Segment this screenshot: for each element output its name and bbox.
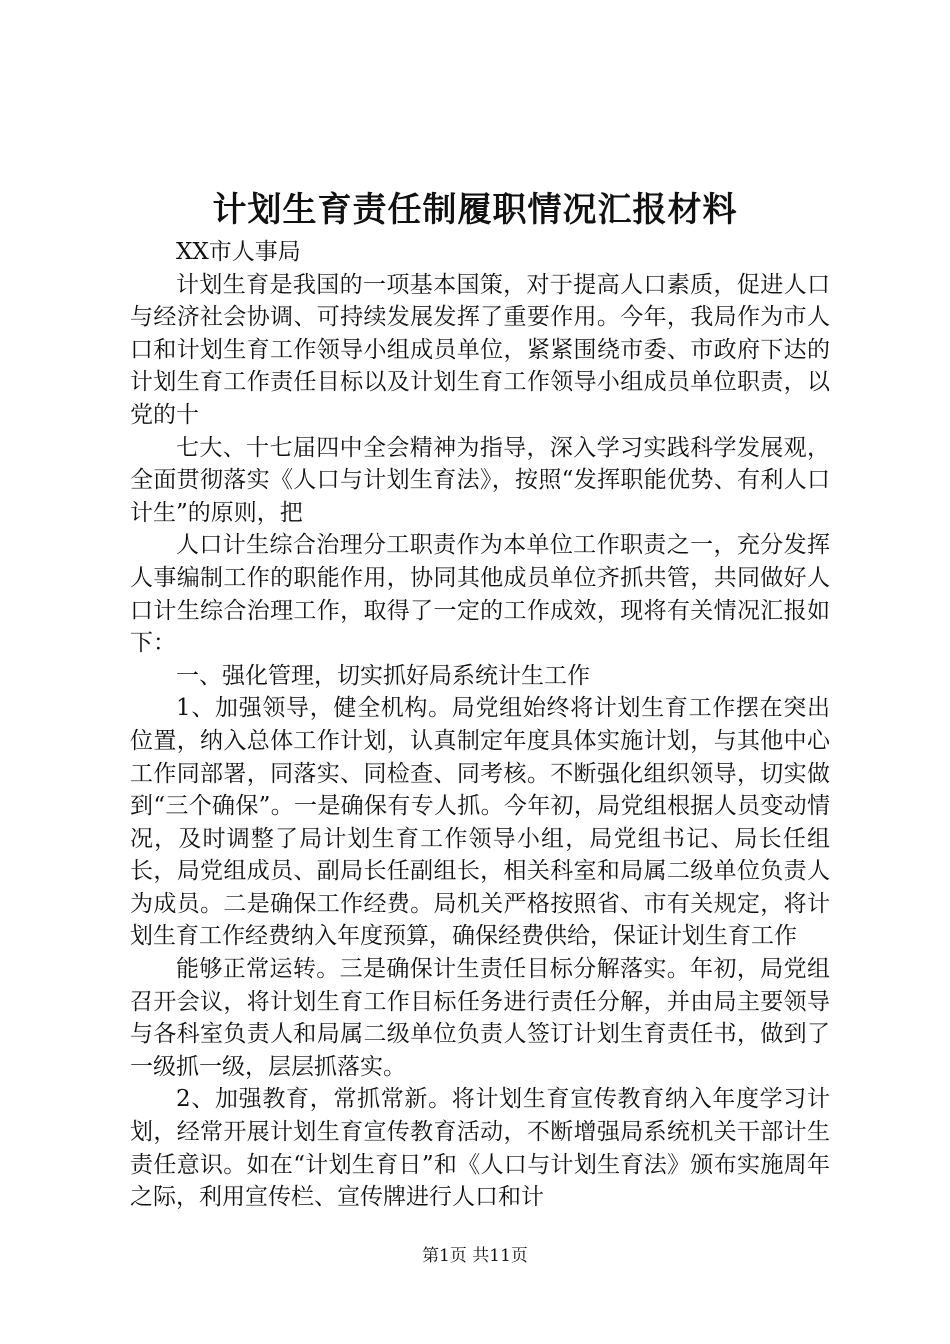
paragraph: 七大、十七届四中全会精神为指导，深入学习实践科学发展观，全面贯彻落实《人口与计划生育法》，按照“发挥职能优势、有利人口计生”的原则，把 — [130, 434, 830, 526]
page-number-footer: 第1页 共11页 — [422, 1246, 528, 1266]
paragraph: 2、加强教育，常抓常新。将计划生育宣传教育纳入年度学习计划，经常开展计划生育宣传教育活动，不断增强局系统机关干部计生责任意识。如在“计划生育日”和《人口与计划生育法》颁布实施周年之际，利用宣传栏、宣传牌进行人口和计 — [130, 1086, 830, 1211]
paragraph: 能够正常运转。三是确保计生责任目标分解落实。年初，局党组召开会议，将计划生育工作目标任务进行责任分解，并由局主要领导与各科室负责人和局属二级单位负责人签订计划生育责任书，做到了一级抓一级，层层抓落实。 — [130, 956, 830, 1080]
section-heading: 一、强化管理，切实抓好局系统计生工作 — [176, 662, 590, 689]
paragraph: 人口计生综合治理分工职责作为本单位工作职责之一，充分发挥人事编制工作的职能作用，协同其他成员单位齐抓共管，共同做好人口计生综合治理工作，取得了一定的工作成效，现将有关情况汇报如下： — [130, 532, 830, 657]
document-body — [130, 236, 830, 1214]
document-title: 计划生育责任制履职情况汇报材料 — [212, 190, 738, 230]
paragraph: 1、加强领导，健全机构。局党组始终将计划生育工作摆在突出位置，纳入总体工作计划，认真制定年度具体实施计划，与其他中心工作同部署，同落实、同检查、同考核。不断强化组织领导，切实做到“三个确保”。一是确保有专人抓。今年初，局党组根据人员变动情况，及时调整了局计划生育工作领导小组，局党组书记、局长任组长，局党组成员、副局长任副组长，相关科室和局属二级单位负责人为成员。二是确保工作经费。局机关严格按照省、市有关规定，将计划生育工作经费纳入年度预算，确保经费供给，保证计划生育工作 — [130, 695, 830, 950]
organization-name: XX市人事局 — [176, 239, 301, 265]
paragraph: 计划生育是我国的一项基本国策，对于提高人口素质，促进人口与经济社会协调、可持续发展发挥了重要作用。今年，我局作为市人口和计划生育工作领导小组成员单位，紧紧围绕市委、市政府下达的计划生育工作责任目标以及计划生育工作领导小组成员单位职责，以党的十 — [130, 271, 830, 428]
